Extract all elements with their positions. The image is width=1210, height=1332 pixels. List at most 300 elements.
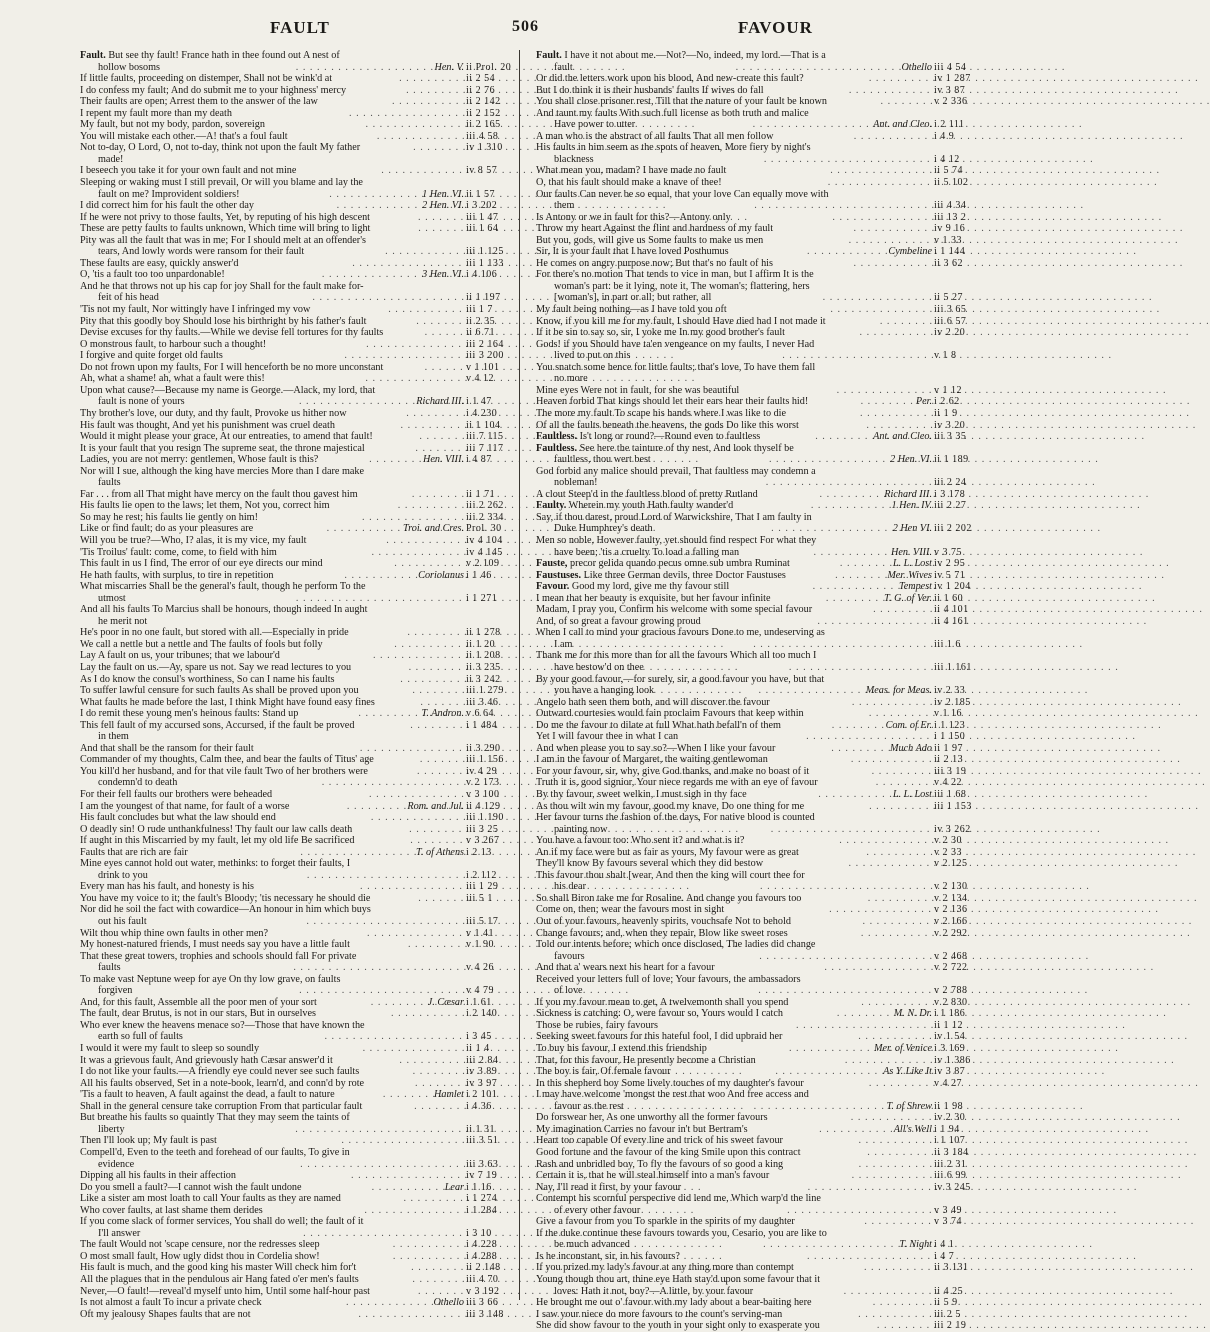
quotation-text xyxy=(536,812,976,824)
quotation-continuation xyxy=(536,639,976,651)
quotation-text xyxy=(80,893,418,905)
quotation-continuation xyxy=(536,281,976,293)
leader-dots xyxy=(383,1089,431,1101)
act-scene-line: ii 4 129 xyxy=(466,800,501,812)
play-title: L. L. Lost xyxy=(892,558,932,570)
quotation-body: What miscarries Shall be the general's fault, though he perform To the xyxy=(80,581,366,593)
quotation-line xyxy=(536,939,976,951)
quotation-line xyxy=(536,85,976,97)
quotation-text xyxy=(80,316,416,328)
quotation-body: Her favour turns the fashion of the days, For native blood is counted xyxy=(536,812,815,824)
quotation-line xyxy=(536,604,976,616)
quotation-continuation xyxy=(80,870,508,882)
play-title: Mer. of Venice xyxy=(874,1043,932,1055)
quotation-line xyxy=(536,962,976,974)
quotation-line xyxy=(80,142,508,154)
act-scene-line: iii 6 57 xyxy=(934,315,967,327)
quotation-body: You kill'd her husband, and for that vile fault Two of her brothers were xyxy=(80,765,368,777)
act-scene-line: iii 2 164 xyxy=(466,338,504,350)
quotation-body: Ladies, you are not merry: gentlemen, Whose fault is this? xyxy=(80,454,319,466)
play-title: M. N. Dr. xyxy=(893,1008,933,1020)
quotation-text xyxy=(536,466,976,478)
quotation-line xyxy=(536,916,976,928)
act-scene-line: iii 1 7 xyxy=(466,304,493,316)
quotation-line xyxy=(536,1228,976,1240)
quotation-line xyxy=(80,858,508,870)
quotation-line xyxy=(536,431,976,443)
quotation-continuation xyxy=(80,396,508,408)
play-title: T. Andron. xyxy=(421,708,465,720)
leader-dots xyxy=(385,246,466,258)
quotation-text xyxy=(536,697,852,709)
leader-dots xyxy=(425,362,466,374)
leader-dots xyxy=(418,223,466,235)
quotation-text xyxy=(536,258,853,270)
quotation-text xyxy=(536,650,976,662)
quotation-text xyxy=(80,1135,341,1147)
quotation-text xyxy=(80,951,508,963)
leader-dots xyxy=(832,212,934,224)
quotation-line xyxy=(80,1170,508,1182)
quotation-continuation xyxy=(80,1031,508,1043)
quotation-text xyxy=(536,847,866,859)
quotation-body: But breathe his faults so quaintly That they may seem the taints of xyxy=(80,1112,350,1124)
quotation-line xyxy=(536,1147,976,1159)
leader-dots xyxy=(413,142,466,154)
play-title: Richard III. xyxy=(884,488,932,500)
quotation-line xyxy=(80,581,508,593)
quotation-line xyxy=(80,939,508,951)
quotation-text xyxy=(80,1274,412,1286)
quotation-body: Sir, It is your fault that I have loved Posthumus xyxy=(536,246,729,258)
act-scene-line: i 1 284 xyxy=(466,1204,498,1216)
quotation-body: Young though thou art, thine eye Hath stay'd upon some favour that it xyxy=(536,1273,821,1285)
leader-dots xyxy=(796,1020,934,1032)
quotation-line xyxy=(80,1112,508,1124)
leader-dots xyxy=(873,1297,934,1309)
quotation-body: Yet I will favour thee in what I can xyxy=(536,731,679,743)
act-scene-line: i 2 140 xyxy=(466,1008,498,1020)
act-scene-line: ii 1 104 xyxy=(466,419,501,431)
quotation-body: I am the youngest of that name, for fault of a worse xyxy=(80,800,290,812)
leader-dots xyxy=(299,396,413,408)
leader-dots xyxy=(415,1078,466,1090)
quotation-text xyxy=(536,904,829,916)
quotation-text xyxy=(80,743,360,755)
leader-dots xyxy=(876,777,934,789)
quotation-body: Men so noble, However faulty, yet should find respect For what they xyxy=(536,534,817,546)
quotation-continuation xyxy=(80,1124,508,1136)
quotation-text xyxy=(536,916,862,928)
act-scene-line: iii 2 262 xyxy=(466,500,504,512)
leader-dots xyxy=(329,189,419,201)
quotation-line xyxy=(80,1286,508,1298)
leader-dots xyxy=(410,720,466,732)
act-scene-line: iii 1 161 xyxy=(934,661,972,673)
quotation-line xyxy=(536,1043,976,1055)
act-scene-line: i 1 144 xyxy=(934,246,966,258)
quotation-body: Wilt thou whip thine own faults in other men? xyxy=(80,927,269,939)
left-column xyxy=(80,50,512,1320)
act-scene-line: i 2 62 xyxy=(934,396,960,408)
quotation-body: Would it might please your grace, At our entreaties, to amend that fault! xyxy=(80,431,373,443)
quotation-line xyxy=(536,489,976,501)
act-scene-line: i 3 202 xyxy=(466,200,498,212)
quotation-line xyxy=(80,408,508,420)
play-title: Othello xyxy=(901,61,933,73)
quotation-body: See here the tainture of thy nest, And look thyself be xyxy=(579,442,794,454)
quotation-body: All the plagues that in the pendulous air Hang fated o'er men's faults xyxy=(80,1273,359,1285)
quotation-body: All his faults observed, Set in a note-book, learn'd, and conn'd by rote xyxy=(80,1077,365,1089)
act-scene-line: v 3 49 xyxy=(934,1204,962,1216)
leader-dots xyxy=(808,1182,934,1194)
quotation-continuation xyxy=(536,454,976,466)
quotation-line xyxy=(536,177,976,189)
leader-dots xyxy=(415,443,466,455)
leader-dots xyxy=(362,512,466,524)
quotation-line xyxy=(536,581,976,593)
quotation-text xyxy=(80,408,406,420)
quotation-line xyxy=(536,246,976,258)
quotation-text xyxy=(80,512,362,524)
quotation-text xyxy=(80,1147,508,1159)
leader-dots xyxy=(358,708,418,720)
quotation-line xyxy=(80,1262,508,1274)
quotation-continuation xyxy=(536,477,976,489)
leader-dots xyxy=(393,1251,466,1263)
act-scene-line: iv 5 71 xyxy=(934,569,966,581)
leader-dots xyxy=(367,928,466,940)
quotation-body: His fault concludes but what the law should end xyxy=(80,812,276,824)
quotation-line xyxy=(536,650,976,662)
quotation-text xyxy=(80,1055,399,1067)
quotation-body: And that a' wears next his heart for a favour xyxy=(536,962,715,974)
quotation-text xyxy=(80,1309,358,1321)
quotation-line xyxy=(80,1251,508,1263)
quotation-line xyxy=(536,1055,976,1067)
play-title: T. Night xyxy=(899,1239,932,1251)
act-scene-line: v 1 8 xyxy=(934,350,957,362)
quotation-text xyxy=(536,1297,873,1309)
quotation-text xyxy=(536,1228,976,1240)
quotation-body: By thy favour, sweet welkin, I must sigh in thy face xyxy=(536,789,747,800)
quotation-text xyxy=(80,1101,414,1113)
quotation-line xyxy=(80,177,508,189)
quotation-body: I do not like your faults.—A friendly eye could never see such faults xyxy=(80,1066,360,1078)
act-scene-line: iii 4 54 xyxy=(934,61,967,73)
quotation-line xyxy=(536,616,976,628)
quotation-continuation xyxy=(536,547,976,559)
leader-dots xyxy=(753,639,934,651)
leader-dots xyxy=(759,951,934,963)
leader-dots xyxy=(771,523,890,535)
quotation-body: I have it not about me.—Not?—No, indeed, my lord.—That is a xyxy=(564,50,826,61)
act-scene-line: iii 2 19 xyxy=(934,1320,967,1332)
quotation-text xyxy=(80,1089,383,1101)
quotation-text xyxy=(536,754,851,766)
quotation-continuation xyxy=(536,985,976,997)
leader-dots xyxy=(813,581,896,593)
leader-dots xyxy=(819,489,881,501)
quotation-body: To make vast Neptune weep for aye On thy low grave, on faults xyxy=(80,973,341,985)
quotation-line xyxy=(536,1309,976,1321)
quotation-text: you have a hanging look xyxy=(554,685,655,697)
quotation-line xyxy=(80,304,508,316)
quotation-body: And taunt my faults With such full license as both truth and malice xyxy=(536,107,809,119)
act-scene-line: i 4 288 xyxy=(466,1250,498,1262)
act-scene-line: i 3 178 xyxy=(934,488,966,500)
act-scene-line: ii 1 189 xyxy=(934,454,969,466)
quotation-line xyxy=(80,1274,508,1286)
quotation-line xyxy=(80,904,508,916)
act-scene-line: i 2 111 xyxy=(934,119,965,131)
quotation-body: So may he rest; his faults lie gently on him! xyxy=(80,511,258,523)
quotation-text xyxy=(536,131,854,143)
act-scene-line: ii 2 152 xyxy=(466,107,501,119)
quotation-continuation xyxy=(536,200,976,212)
act-scene-line: v 3 75 xyxy=(934,546,962,558)
quotation-body: My honest-natured friends, I must needs say you have a little fault xyxy=(80,939,350,951)
headword: Fault. xyxy=(80,50,106,61)
quotation-body: Give a favour from you To sparkle in the spirits of my daughter xyxy=(536,1216,795,1228)
quotation-body: She did show favour to the youth in your sight only to exasperate you xyxy=(536,1320,820,1332)
quotation-line xyxy=(80,339,508,351)
act-scene-line: iv 3 89 xyxy=(466,1066,498,1078)
act-scene-line: i 1 186 xyxy=(934,1008,966,1020)
quotation-text xyxy=(536,1020,796,1032)
quotation-text xyxy=(80,697,420,709)
leader-dots xyxy=(754,200,934,212)
leader-dots xyxy=(869,801,934,813)
act-scene-line: i 2 13 xyxy=(466,846,492,858)
act-scene-line: iii 3 148 xyxy=(466,1308,504,1320)
act-scene-line: v 2 292 xyxy=(934,927,968,939)
quotation-continuation xyxy=(80,1159,508,1171)
play-title: Tempest xyxy=(898,581,932,593)
quotation-body: If it be sin to say so, sir, I yoke me In my good brother's fault xyxy=(536,327,785,339)
quotation-line xyxy=(536,258,976,270)
act-scene-line: ii 1 197 xyxy=(466,292,501,304)
act-scene-line: iii 2 202 xyxy=(934,523,972,535)
quotation-text: liberty xyxy=(98,1123,125,1135)
quotation-text xyxy=(80,974,508,986)
quotation-line xyxy=(536,131,976,143)
quotation-line xyxy=(536,235,976,247)
act-scene-line: iii 3 200 xyxy=(466,350,504,362)
quotation-continuation xyxy=(536,685,976,697)
quotation-text xyxy=(536,1089,976,1101)
quotation-line xyxy=(536,269,976,281)
quotation-body: He brought me out o' favour with my lady about a bear-baiting here xyxy=(536,1297,812,1309)
leader-dots xyxy=(754,1101,884,1113)
quotation-body: You shall close prisoner rest, Till that the nature of your fault be known xyxy=(536,96,827,108)
quotation-text xyxy=(536,616,817,628)
quotation-line xyxy=(536,189,976,201)
quotation-body: The fault, dear Brutus, is not in our stars, But in ourselves xyxy=(80,1008,316,1020)
quotation-body: A clout Steep'd in the faultless blood of pretty Rutland xyxy=(536,488,758,500)
quotation-body: This favour thou shalt [wear, And then the king will court thee for xyxy=(536,869,805,881)
act-scene-line: i 1 484 xyxy=(466,719,498,731)
quotation-continuation xyxy=(536,292,976,304)
quotation-continuation xyxy=(536,662,976,674)
act-scene-line: i 1 46 xyxy=(466,569,492,581)
quotation-body: I saw your niece do more favours to the count's serving-man xyxy=(536,1308,783,1320)
quotation-text: woman's part: be it lying, note it, The woman's; flattering, hers xyxy=(554,280,810,292)
act-scene-line: ii 5 27 xyxy=(934,292,964,304)
quotation-continuation xyxy=(536,951,976,963)
quotation-continuation xyxy=(80,292,508,304)
quotation-text xyxy=(536,939,976,951)
quotation-text xyxy=(536,1251,807,1263)
leader-dots xyxy=(859,1159,934,1171)
quotation-text xyxy=(80,327,425,339)
leader-dots xyxy=(349,108,466,120)
quotation-line xyxy=(536,893,976,905)
quotation-body: What faults he made before the last, I think Might have found easy fines xyxy=(80,696,375,708)
quotation-body: I did correct him for his fault the other day xyxy=(80,200,254,212)
act-scene-line: iii 2 27 xyxy=(934,500,967,512)
act-scene-line: ii 4 101 xyxy=(934,604,969,616)
leader-dots xyxy=(858,1309,934,1321)
quotation-text xyxy=(536,1274,976,1286)
quotation-body: His faults in him seem as the spots of heaven, More fiery by night's xyxy=(536,142,811,154)
quotation-line xyxy=(536,766,976,778)
quotation-body: Told our intents before; which once disclosed, The ladies did change xyxy=(536,939,816,951)
quotation-text xyxy=(536,500,811,512)
quotation-text xyxy=(536,731,806,743)
quotation-line xyxy=(80,1309,508,1321)
quotation-text xyxy=(80,1262,411,1274)
leader-dots xyxy=(403,1193,466,1205)
quotation-text xyxy=(80,604,508,616)
leader-dots xyxy=(391,1008,466,1020)
quotation-continuation xyxy=(80,593,508,605)
leader-dots xyxy=(394,558,466,570)
quotation-text xyxy=(80,1008,391,1020)
quotation-text xyxy=(536,1031,858,1043)
quotation-text xyxy=(536,720,832,732)
quotation-text xyxy=(80,627,407,639)
leader-dots xyxy=(858,1135,934,1147)
quotation-text xyxy=(536,385,837,397)
quotation-line xyxy=(536,316,976,328)
leader-dots xyxy=(381,165,466,177)
leader-dots xyxy=(877,1320,934,1332)
act-scene-line: i 4 9 xyxy=(934,130,955,142)
quotation-line xyxy=(80,743,508,755)
headword: Fauste, xyxy=(536,558,568,570)
quotation-line xyxy=(80,131,508,143)
quotation-body: Nay, I'll read it first, by your favour xyxy=(536,1181,682,1193)
act-scene-line: iv 4 145 xyxy=(466,546,503,558)
act-scene-line: i 1 94 xyxy=(934,1123,960,1135)
quotation-text xyxy=(80,339,366,351)
quotation-body: This fault in us I find, The error of our eye directs our mind xyxy=(80,558,323,570)
leader-dots xyxy=(807,246,885,258)
leader-dots xyxy=(837,1008,891,1020)
quotation-body: You snatch some hence for little faults; that's love, To have them fall xyxy=(536,361,816,373)
quotation-line xyxy=(80,974,508,986)
quotation-text xyxy=(80,812,371,824)
quotation-body: Devise excuses for thy faults.—While we devise fell tortures for thy faults xyxy=(80,327,384,339)
quotation-body: Do me the favour to dilate at full What hath befall'n of them xyxy=(536,719,781,731)
play-title: T. G. of Ver. xyxy=(884,592,933,604)
quotation-line xyxy=(80,835,508,847)
quotation-line xyxy=(80,789,508,801)
act-scene-line: ii 1 97 xyxy=(934,742,964,754)
act-scene-line: i 1 271 xyxy=(466,592,498,604)
quotation-text: loves: Hath it not, boy?—A little, by your favour xyxy=(554,1285,754,1297)
quotation-text: lived to put on this xyxy=(554,350,631,362)
quotation-line xyxy=(80,281,508,293)
quotation-line xyxy=(536,558,976,570)
quotation-line xyxy=(536,396,976,408)
leader-dots xyxy=(851,754,934,766)
act-scene-line: i 1 47 xyxy=(466,396,492,408)
play-title: Othello xyxy=(433,1297,465,1309)
quotation-text: forgiven xyxy=(98,985,133,997)
quotation-line xyxy=(536,73,976,85)
quotation-line xyxy=(80,697,508,709)
quotation-continuation xyxy=(536,350,976,362)
play-title: 2 Hen. VI. xyxy=(890,454,933,466)
act-scene-line: ii 1 57 xyxy=(466,188,496,200)
quotation-line xyxy=(536,142,976,154)
quotation-line xyxy=(80,108,508,120)
leader-dots xyxy=(365,373,466,385)
leader-dots xyxy=(787,1205,934,1217)
quotation-text xyxy=(80,639,394,651)
leader-dots xyxy=(300,847,413,859)
act-scene-line: iii 1 6 xyxy=(934,638,961,650)
leader-dots xyxy=(412,685,466,697)
quotation-line xyxy=(80,1205,508,1217)
quotation-body: Sickness is catching: O, were favour so, Yours would I catch xyxy=(536,1008,784,1020)
quotation-text xyxy=(80,420,400,432)
quotation-text xyxy=(536,1159,859,1171)
quotation-text xyxy=(80,235,508,247)
act-scene-line: ii 6 71 xyxy=(466,327,496,339)
leader-dots xyxy=(824,962,934,974)
quotation-text xyxy=(80,258,352,270)
leader-dots xyxy=(295,1124,466,1136)
act-scene-line: v 1 12 xyxy=(934,384,962,396)
quotation-text: fault is none of yours xyxy=(98,396,185,408)
quotation-line xyxy=(80,223,508,235)
quotation-continuation xyxy=(80,616,508,628)
quotation-text xyxy=(536,316,880,328)
quotation-text: I am xyxy=(554,638,573,650)
quotation-line xyxy=(536,327,976,339)
quotation-text xyxy=(80,1216,508,1228)
quotation-body: I forgive and quite forget old faults xyxy=(80,350,223,362)
quotation-line xyxy=(536,777,976,789)
quotation-line xyxy=(80,235,508,247)
running-head-left: FAULT xyxy=(270,18,330,37)
quotation-body: Like a sister am most loath to call Your faults as they are named xyxy=(80,1193,341,1205)
quotation-text xyxy=(80,1043,363,1055)
quotation-text: favours xyxy=(554,950,585,962)
play-title: 2 Hen. VI. xyxy=(422,200,465,212)
act-scene-line: iv 1 204 xyxy=(934,581,971,593)
quotation-line xyxy=(536,928,976,940)
leader-dots xyxy=(815,431,870,443)
quotation-body: For your favour, sir, why, give God thanks, and make no boast of it xyxy=(536,765,810,777)
quotation-continuation xyxy=(536,523,976,535)
leader-dots xyxy=(337,200,420,212)
quotation-line xyxy=(536,1297,976,1309)
quotation-body: Nor will I sue, although the king have mercies More than I dare make xyxy=(80,465,365,477)
